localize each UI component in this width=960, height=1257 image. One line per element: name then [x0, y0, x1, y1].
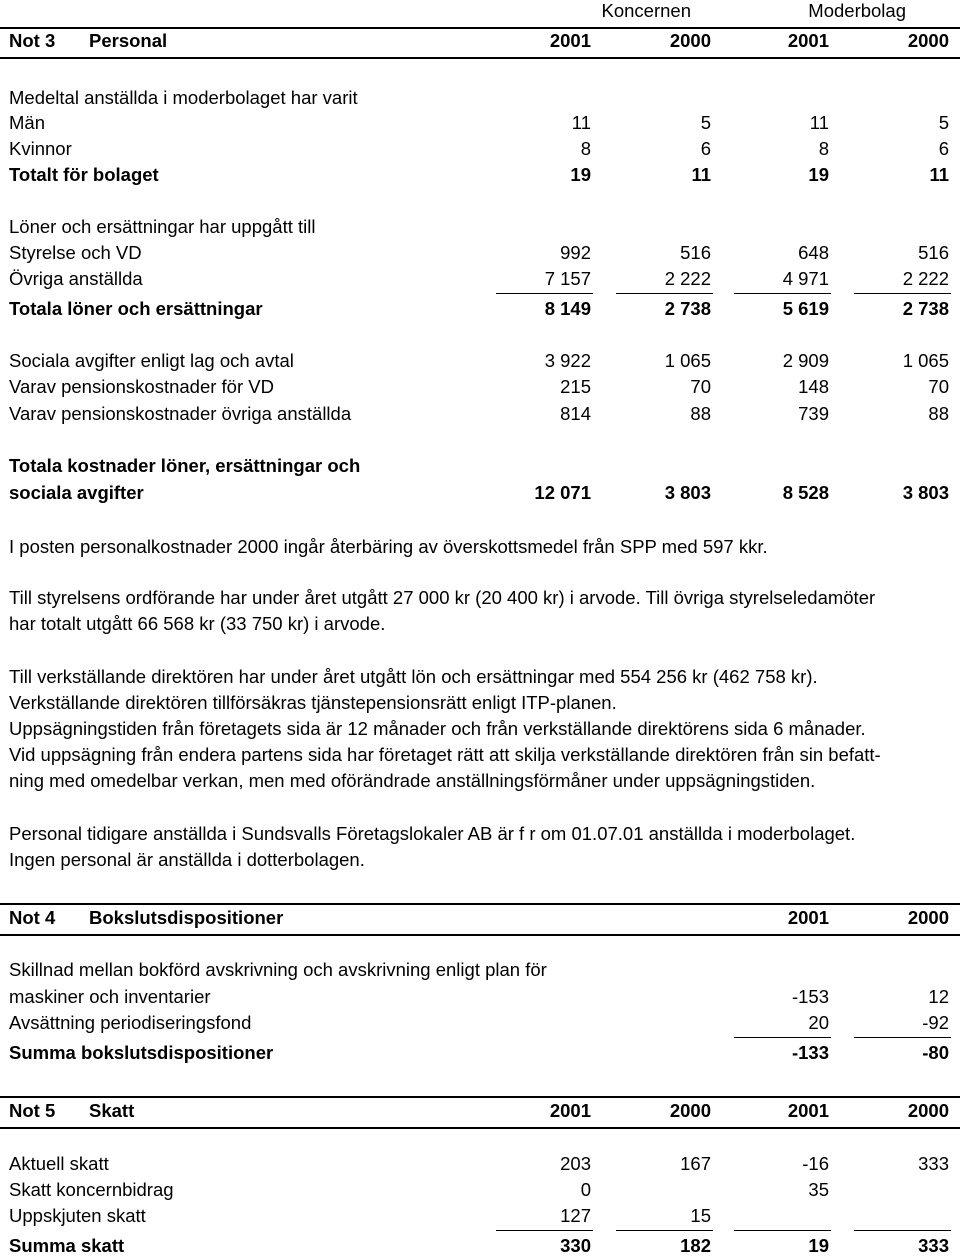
note5-sum-value-1: 330 [560, 1235, 591, 1256]
group-contribution-tax-value-1: 0 [580, 1179, 591, 1200]
men-label: Män [9, 112, 45, 133]
social-fees-label: Sociala avgifter enligt lag och avtal [9, 350, 294, 371]
total-salaries-value-1: 8 149 [544, 298, 591, 319]
social-fees-value-4: 1 065 [902, 350, 949, 371]
note5-year-4: 2000 [907, 1100, 949, 1121]
note4-year-1: 2001 [787, 907, 829, 928]
current-tax-value-3: -16 [802, 1153, 829, 1174]
deferred-tax-label: Uppskjuten skatt [9, 1205, 146, 1226]
note3-year-1: 2001 [549, 30, 591, 51]
machines-label: maskiner och inventarier [9, 986, 211, 1007]
total-salaries-value-4: 2 738 [902, 298, 949, 319]
machines-value-1: -153 [791, 986, 829, 1007]
pension-other-value-3: 739 [798, 403, 829, 424]
men-value-1: 11 [571, 112, 591, 133]
note3-text-p3c: Uppsägningstiden från företagets sida är 12 månader och från verkställande direktörens sida 6 månader. [9, 718, 866, 739]
board-label: Styrelse och VD [9, 242, 142, 263]
pension-vd-value-2: 70 [690, 376, 711, 397]
note4-line1: Skillnad mellan bokförd avskrivning och avskrivning enligt plan för [9, 959, 547, 980]
board-value-4: 516 [918, 242, 949, 263]
note5-sum-rule-3 [734, 1230, 831, 1231]
note4-title: Bokslutsdispositioner [89, 907, 284, 928]
note3-text-p3a: Till verkställande direktören har under året utgått lön och ersättningar med 554 256 kr (462 758 kr). [9, 666, 818, 687]
note5-sum-label: Summa skatt [9, 1235, 125, 1256]
total-company-value-2: 11 [691, 164, 711, 185]
note4-sum-rule-1 [734, 1037, 831, 1038]
pension-vd-value-1: 215 [560, 376, 591, 397]
employee-count-heading: Medeltal anställda i moderbolaget har varit [9, 87, 358, 108]
accrual-fund-value-2: -92 [922, 1012, 949, 1033]
note3-year-4: 2000 [907, 30, 949, 51]
board-value-3: 648 [798, 242, 829, 263]
note3-header-rule [0, 57, 960, 59]
other-employees-value-1: 7 157 [544, 268, 591, 289]
note5-sum-value-2: 182 [680, 1235, 711, 1256]
women-value-1: 8 [580, 138, 591, 159]
pension-vd-label: Varav pensionskostnader för VD [9, 376, 274, 397]
note4-header-rule [0, 934, 960, 936]
note3-text-p3b: Verkställande direktören tillförsäkras tjänstepensionsrätt enligt ITP-planen. [9, 692, 617, 713]
total-cost-label-2: sociala avgifter [9, 482, 144, 503]
note5-sum-rule-1 [496, 1230, 593, 1231]
note3-year-3: 2001 [787, 30, 829, 51]
total-cost-value-3: 8 528 [782, 482, 829, 503]
total-cost-value-1: 12 071 [534, 482, 591, 503]
other-employees-label: Övriga anställda [9, 268, 143, 289]
salary-subtotal-rule-3 [734, 293, 831, 294]
note3-text-p3d: Vid uppsägning från endera partens sida har företaget rätt att skilja verkställande direktören från sin befatt- [9, 744, 881, 765]
current-tax-value-2: 167 [680, 1153, 711, 1174]
note5-number: Not 5 [9, 1100, 56, 1121]
total-salaries-value-2: 2 738 [664, 298, 711, 319]
other-employees-value-2: 2 222 [664, 268, 711, 289]
total-salaries-label: Totala löner och ersättningar [9, 298, 263, 319]
deferred-tax-value-2: 15 [690, 1205, 711, 1226]
note3-number: Not 3 [9, 30, 56, 51]
note4-sum-value-2: -80 [922, 1042, 949, 1063]
women-label: Kvinnor [9, 138, 72, 159]
board-value-1: 992 [560, 242, 591, 263]
social-fees-value-2: 1 065 [664, 350, 711, 371]
social-fees-value-3: 2 909 [782, 350, 829, 371]
total-cost-value-2: 3 803 [664, 482, 711, 503]
note3-year-2: 2000 [669, 30, 711, 51]
pension-vd-value-4: 70 [928, 376, 949, 397]
salary-subtotal-rule-2 [616, 293, 713, 294]
men-value-3: 11 [809, 112, 829, 133]
header-group-label: Koncernen [601, 0, 691, 21]
note5-sum-rule-4 [854, 1230, 951, 1231]
note5-year-1: 2001 [549, 1100, 591, 1121]
note3-text-p2a: Till styrelsens ordförande har under året utgått 27 000 kr (20 400 kr) i arvode. Till övriga styrelseledamöter [9, 587, 876, 608]
note3-text-p4a: Personal tidigare anställda i Sundsvalls Företagslokaler AB är f r om 01.07.01 anställda i moderbolaget. [9, 823, 856, 844]
other-employees-value-4: 2 222 [902, 268, 949, 289]
total-salaries-value-3: 5 619 [782, 298, 829, 319]
accrual-fund-label: Avsättning periodiseringsfond [9, 1012, 252, 1033]
women-value-4: 6 [938, 138, 949, 159]
header-parent-label: Moderbolag [808, 0, 906, 21]
note3-text-p3e: ning med omedelbar verkan, men med oförändrade anställningsförmåner under uppsägningstiden. [9, 770, 816, 791]
note5-year-3: 2001 [787, 1100, 829, 1121]
total-cost-value-4: 3 803 [902, 482, 949, 503]
note5-top-rule [0, 1096, 960, 1098]
pension-other-value-4: 88 [928, 403, 949, 424]
pension-other-value-2: 88 [690, 403, 711, 424]
note3-text-p4b: Ingen personal är anställda i dotterbolagen. [9, 849, 365, 870]
total-company-value-1: 19 [570, 164, 591, 185]
deferred-tax-value-1: 127 [560, 1205, 591, 1226]
note5-year-2: 2000 [669, 1100, 711, 1121]
note4-sum-label: Summa bokslutsdispositioner [9, 1042, 274, 1063]
salary-heading: Löner och ersättningar har uppgått till [9, 216, 316, 237]
salary-subtotal-rule-1 [496, 293, 593, 294]
total-company-value-3: 19 [808, 164, 829, 185]
note3-text-p2b: har totalt utgått 66 568 kr (33 750 kr) i arvode. [9, 613, 386, 634]
current-tax-label: Aktuell skatt [9, 1153, 109, 1174]
accrual-fund-value-1: 20 [808, 1012, 829, 1033]
total-company-value-4: 11 [929, 164, 949, 185]
salary-subtotal-rule-4 [854, 293, 951, 294]
current-tax-value-1: 203 [560, 1153, 591, 1174]
current-tax-value-4: 333 [918, 1153, 949, 1174]
social-fees-value-1: 3 922 [544, 350, 591, 371]
note5-sum-rule-2 [616, 1230, 713, 1231]
machines-value-2: 12 [928, 986, 949, 1007]
note3-top-rule [0, 27, 960, 29]
women-value-2: 6 [700, 138, 711, 159]
group-contribution-tax-value-3: 35 [808, 1179, 829, 1200]
note4-sum-rule-2 [854, 1037, 951, 1038]
note4-sum-value-1: -133 [791, 1042, 829, 1063]
note3-title: Personal [89, 30, 168, 51]
total-company-label: Totalt för bolaget [9, 164, 159, 185]
board-value-2: 516 [680, 242, 711, 263]
total-cost-label-1: Totala kostnader löner, ersättningar och [9, 455, 361, 476]
pension-vd-value-3: 148 [798, 376, 829, 397]
note4-year-2: 2000 [907, 907, 949, 928]
men-value-4: 5 [938, 112, 949, 133]
note3-text-p1: I posten personalkostnader 2000 ingår återbäring av överskottsmedel från SPP med 597 kkr. [9, 536, 768, 557]
note5-header-rule [0, 1127, 960, 1129]
note5-sum-value-3: 19 [808, 1235, 829, 1256]
group-contribution-tax-label: Skatt koncernbidrag [9, 1179, 174, 1200]
note5-title: Skatt [89, 1100, 135, 1121]
pension-other-label: Varav pensionskostnader övriga anställda [9, 403, 352, 424]
pension-other-value-1: 814 [560, 403, 591, 424]
note4-top-rule [0, 903, 960, 905]
men-value-2: 5 [700, 112, 711, 133]
other-employees-value-3: 4 971 [782, 268, 829, 289]
note5-sum-value-4: 333 [918, 1235, 949, 1256]
women-value-3: 8 [818, 138, 829, 159]
note4-number: Not 4 [9, 907, 56, 928]
